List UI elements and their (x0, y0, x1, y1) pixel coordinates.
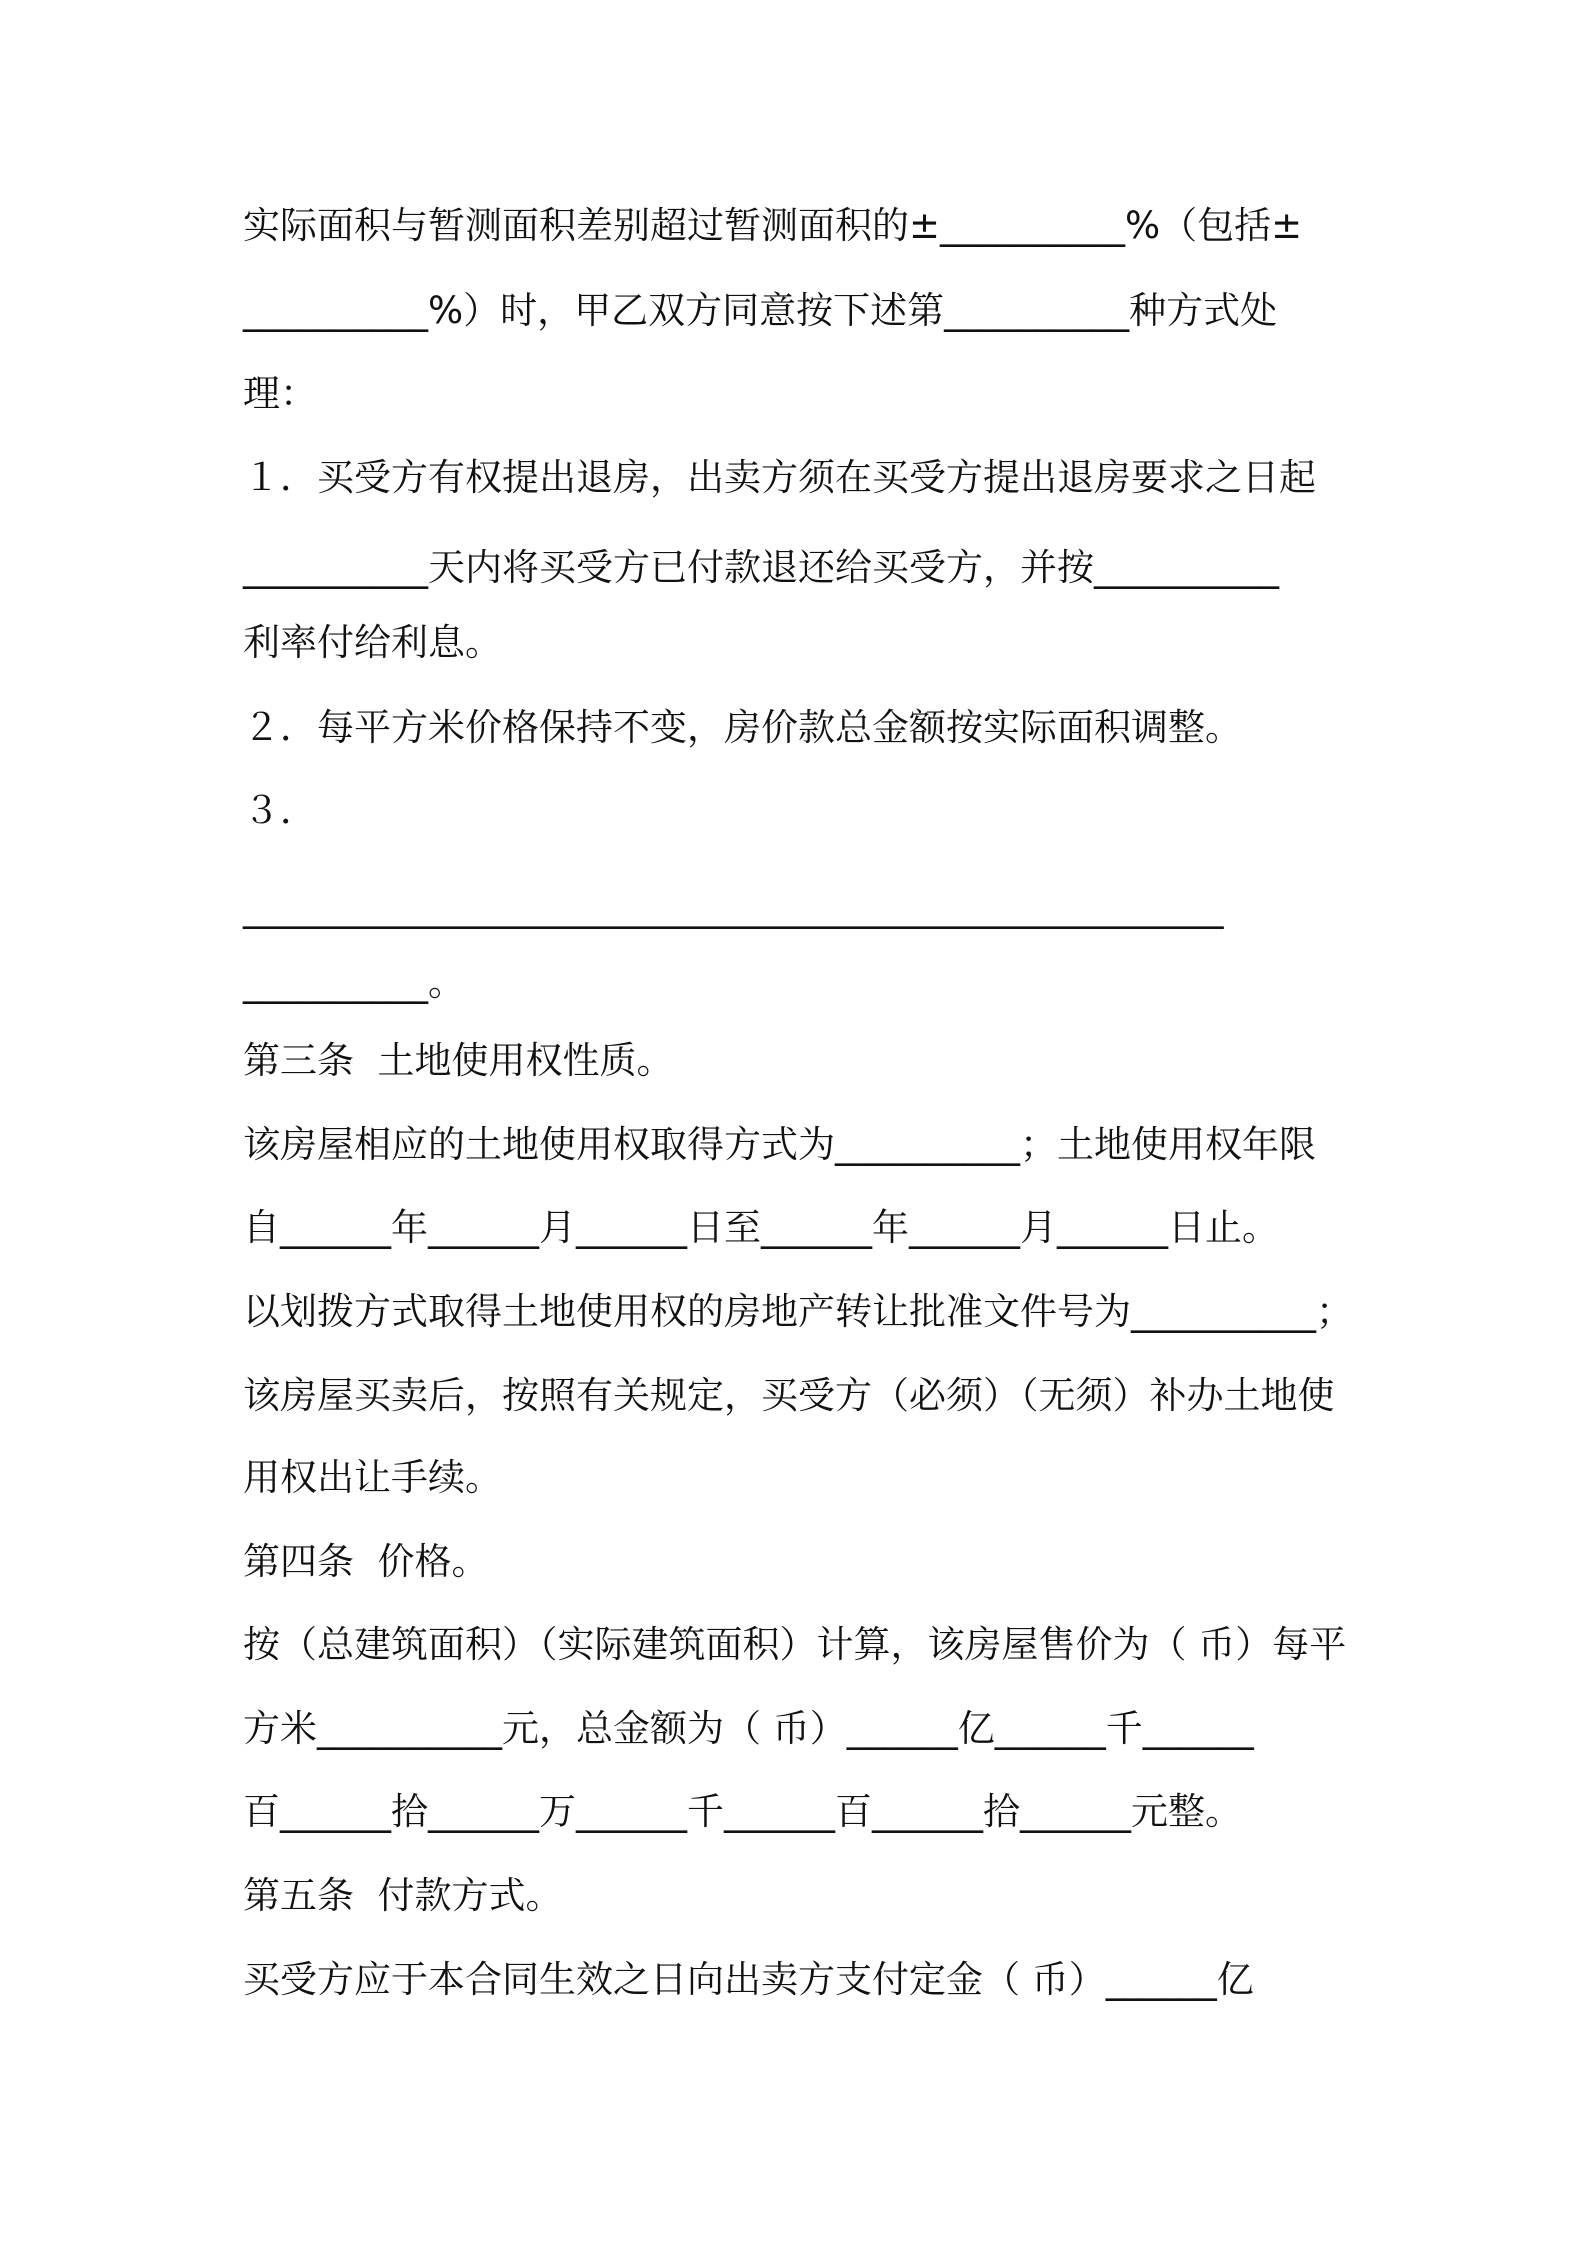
text-line: 用权出让手续。 (243, 1456, 502, 1499)
text-line: __________天内将买受方已付款退还给买受方，并按__________ (243, 546, 1279, 589)
text-line: 实际面积与暂测面积差别超过暂测面积的±__________%（包括± (243, 204, 1303, 247)
text-line: ３． (243, 789, 317, 832)
section-heading: 第三条 土地使用权性质。 (243, 1039, 674, 1082)
text-line: １．买受方有权提出退房，出卖方须在买受方提出退房要求之日起 (243, 456, 1316, 499)
text-line: __________%）时，甲乙双方同意按下述第__________种方式处 (243, 289, 1278, 332)
text-line: 百______拾______万______千______百______拾______元整。 (243, 1790, 1242, 1833)
text-line: 利率付给利息。 (243, 621, 502, 664)
text-line: 理： (243, 372, 317, 415)
text-line: 以划拨方式取得土地使用权的房地产转让批准文件号为__________； (243, 1290, 1353, 1333)
text-line: 该房屋相应的土地使用权取得方式为__________；土地使用权年限 (243, 1123, 1316, 1166)
section-heading: 第四条 价格。 (243, 1540, 489, 1583)
text-line: 自______年______月______日至______年______月______日止。 (243, 1206, 1279, 1249)
text-line: 方米__________元，总金额为（ 币）______亿______千______ (243, 1707, 1254, 1750)
text-line: ２．每平方米价格保持不变，房价款总金额按实际面积调整。 (243, 706, 1242, 749)
text-line: 买受方应于本合同生效之日向出卖方支付定金（ 币）______亿 (243, 1958, 1254, 2001)
text-line: 该房屋买卖后，按照有关规定，买受方（必须）（无须）补办土地使 (243, 1374, 1335, 1417)
text-line: __________。 (243, 961, 465, 1004)
section-heading: 第五条 付款方式。 (243, 1874, 563, 1917)
text-line: 按（总建筑面积）（实际建筑面积）计算，该房屋售价为（ 币）每平 (243, 1623, 1347, 1666)
text-line: _____________________________________________________ (243, 886, 1224, 929)
